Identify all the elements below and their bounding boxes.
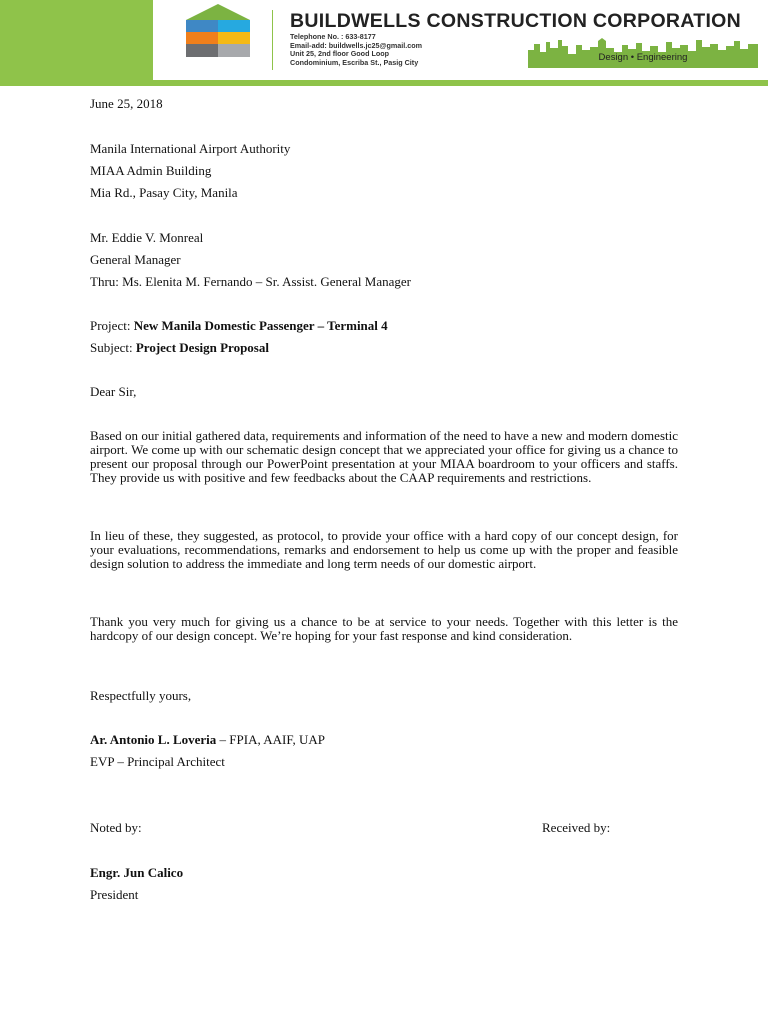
letter-date: June 25, 2018	[90, 96, 163, 111]
signatory-line	[90, 732, 325, 748]
noted-title: President	[90, 887, 139, 902]
subject-label: Subject:	[90, 340, 133, 355]
contact-block	[290, 33, 422, 67]
noted-name: Engr. Jun Calico	[90, 865, 184, 880]
body-paragraph-3: Thank you very much for giving us a chance to be at service to your needs. Together with this letter is the hardcopy of our design concept. We’re hoping for your fast response and kind consideration.	[90, 614, 678, 643]
company-tagline: Design • Engineering	[598, 52, 688, 63]
letterhead-divider	[272, 10, 273, 70]
project-label: Project:	[90, 318, 131, 333]
signatory-credentials: – FPIA, AAIF, UAP	[216, 732, 326, 747]
project-line	[90, 318, 388, 334]
received-by-label: Received by:	[542, 820, 611, 835]
salutation: Dear Sir,	[90, 384, 137, 399]
subject-line	[90, 340, 269, 356]
address-line-1: Unit 25, 2nd floor Good Loop	[290, 49, 390, 59]
recipient-organization: Manila International Airport Authority	[90, 141, 291, 156]
closing: Respectfully yours,	[90, 688, 192, 703]
address-line-2: Condominium, Escriba St., Pasig City	[290, 57, 419, 67]
email: Email-add: buildwells.jc25@gmail.com	[290, 40, 423, 50]
company-name: BUILDWELLS CONSTRUCTION CORPORATION	[290, 10, 742, 32]
addressee-name: Mr. Eddie V. Monreal	[90, 230, 204, 245]
recipient-building: MIAA Admin Building	[90, 163, 212, 178]
recipient-address: Mia Rd., Pasay City, Manila	[90, 185, 238, 200]
body-paragraph-1: Based on our initial gathered data, requirements and information of the need to have a new and modern domestic airport. We come up with our schematic design concept that we appreciated your office for giving us a chance to present our proposal through our PowerPoint presentation at your MIAA boardroom to your officers and staffs. They provide us with positive and few feedbacks about the CAAP requirements and restrictions.	[90, 428, 678, 485]
house-logo-icon	[186, 4, 250, 68]
thru-line: Thru: Ms. Elenita M. Fernando – Sr. Assist. General Manager	[90, 274, 411, 289]
signatory-title: EVP – Principal Architect	[90, 754, 225, 769]
subject-value: Project Design Proposal	[135, 340, 269, 355]
addressee-title: General Manager	[90, 252, 181, 267]
body-paragraph-2: In lieu of these, they suggested, as protocol, to provide your office with a hard copy of our concept design, for your evaluations, recommendations, remarks and endorsement to help us come up with the proper and feasible design solution to address the immediate and long term needs of our domestic airport.	[90, 528, 678, 571]
noted-by-label: Noted by:	[90, 820, 142, 835]
telephone: Telephone No. : 633-8177	[290, 32, 376, 41]
signatory-name: Ar. Antonio L. Loveria	[90, 732, 217, 747]
project-value: New Manila Domestic Passenger – Terminal 4	[133, 318, 388, 333]
